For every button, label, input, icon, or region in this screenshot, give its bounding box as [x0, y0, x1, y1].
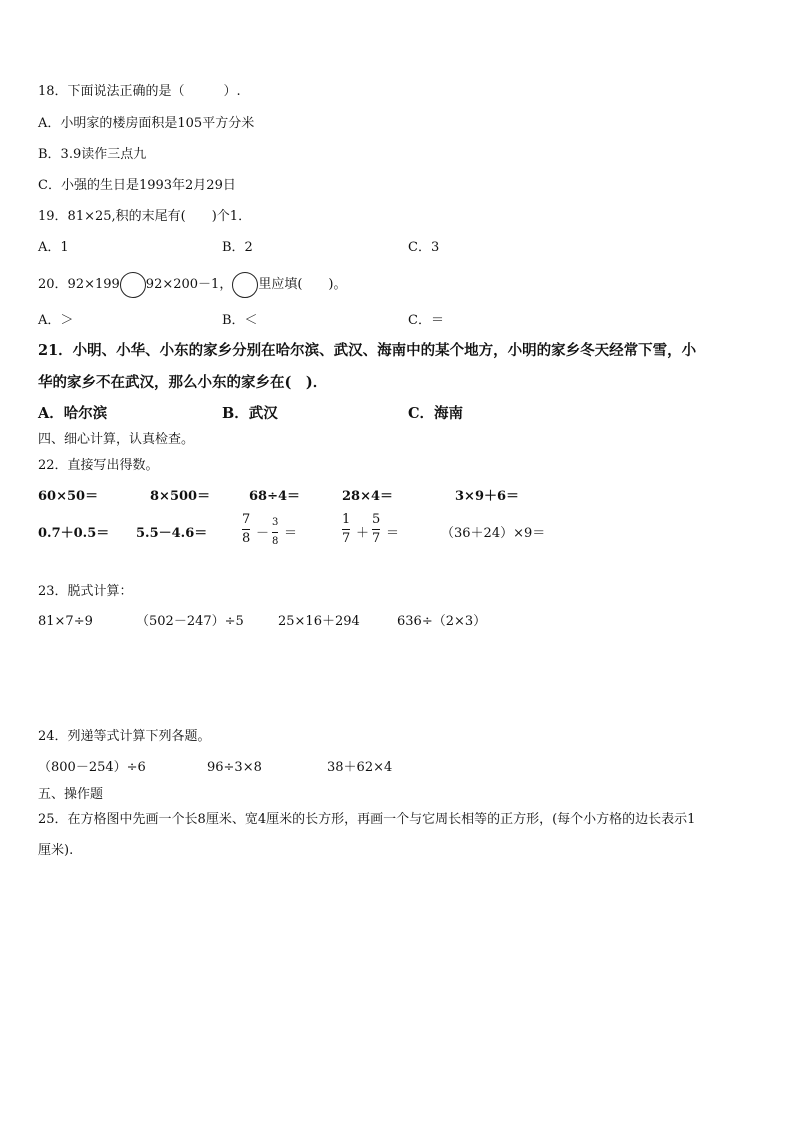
denominator: 8	[242, 531, 251, 546]
fraction-bar	[272, 532, 278, 533]
denominator: 7	[372, 531, 381, 546]
operator: ＋	[356, 526, 370, 541]
q24-item: 96÷3×8	[207, 760, 262, 775]
numerator: 1	[342, 512, 351, 527]
q22-stem: 22．直接写出得数。	[38, 458, 159, 473]
fraction-bar	[342, 529, 350, 530]
q21-option-a: A．哈尔滨	[38, 405, 108, 422]
q19-option-b: B．2	[222, 240, 253, 255]
q23-item: （502－247）÷5	[136, 614, 244, 629]
q23-item: 25×16＋294	[278, 614, 360, 629]
q21-line1: 21．小明、小华、小东的家乡分别在哈尔滨、武汉、海南中的某个地方，小明的家乡冬天经常下雪，小	[38, 342, 697, 359]
q24-item: 38＋62×4	[327, 760, 393, 775]
q22-item: 5.5－4.6＝	[136, 526, 208, 541]
blank-circle	[232, 272, 258, 298]
q20-stem-part3: 里应填( )。	[258, 277, 347, 292]
q24-stem: 24．列递等式计算下列各题。	[38, 729, 211, 744]
q23-stem: 23．脱式计算：	[38, 584, 133, 599]
q18-stem: 18．下面说法正确的是（ ）.	[38, 84, 241, 99]
q25-line2: 厘米).	[38, 843, 74, 858]
q22-item: 60×50＝	[38, 489, 99, 504]
denominator: 7	[342, 531, 351, 546]
q19-option-c: C．3	[408, 240, 440, 255]
numerator: 3	[272, 517, 279, 528]
q23-item: 81×7÷9	[38, 614, 93, 629]
q20-stem-part2: 92×200－1，	[145, 277, 233, 292]
q22-item: 3×9＋6＝	[455, 489, 520, 504]
q18-option-c: C．小强的生日是1993年2月29日	[38, 178, 236, 193]
operator: －	[256, 526, 270, 541]
numerator: 5	[372, 512, 381, 527]
fraction-bar	[242, 529, 250, 530]
section-5-heading: 五、操作题	[38, 787, 104, 802]
q18-option-a: A．小明家的楼房面积是105平方分米	[38, 116, 255, 131]
q19-stem: 19．81×25,积的末尾有( )个1．	[38, 209, 252, 224]
equals: ＝	[386, 526, 400, 541]
fraction-3-8	[272, 516, 278, 549]
q21-line2: 华的家乡不在武汉，那么小东的家乡在( )．	[38, 374, 328, 391]
section-4-heading: 四、细心计算，认真检查。	[38, 432, 195, 447]
q22-item: 0.7＋0.5＝	[38, 526, 110, 541]
denominator: 8	[272, 536, 279, 547]
fraction-bar	[372, 529, 380, 530]
q19-option-a: A．1	[38, 240, 69, 255]
q18-option-b: B．3.9读作三点九	[38, 147, 147, 162]
fraction-7-8	[242, 513, 250, 546]
equals: ＝	[284, 526, 298, 541]
q22-item: 68÷4＝	[249, 489, 301, 504]
q22-item: （36＋24）×9＝	[441, 526, 546, 541]
q20-stem-part1: 20．92×199	[38, 277, 120, 292]
q21-option-c: C．海南	[408, 405, 464, 422]
q22-item: 8×500＝	[150, 489, 211, 504]
q22-item: 28×4＝	[342, 489, 394, 504]
q21-option-b: B．武汉	[222, 405, 278, 422]
numerator: 7	[242, 512, 251, 527]
q25-line1: 25．在方格图中先画一个长8厘米、宽4厘米的长方形，再画一个与它周长相等的正方形，(每个小方格的边长表示1	[38, 812, 696, 827]
q20-option-c: C．＝	[408, 313, 444, 328]
q20-option-b: B．＜	[222, 313, 258, 328]
q20-stem	[38, 277, 346, 293]
q23-item: 636÷（2×3）	[397, 614, 487, 629]
q20-option-a: A．＞	[38, 313, 74, 328]
fraction-1-7	[342, 513, 350, 546]
blank-circle	[120, 272, 146, 298]
q24-item: （800－254）÷6	[38, 760, 146, 775]
fraction-5-7	[372, 513, 380, 546]
